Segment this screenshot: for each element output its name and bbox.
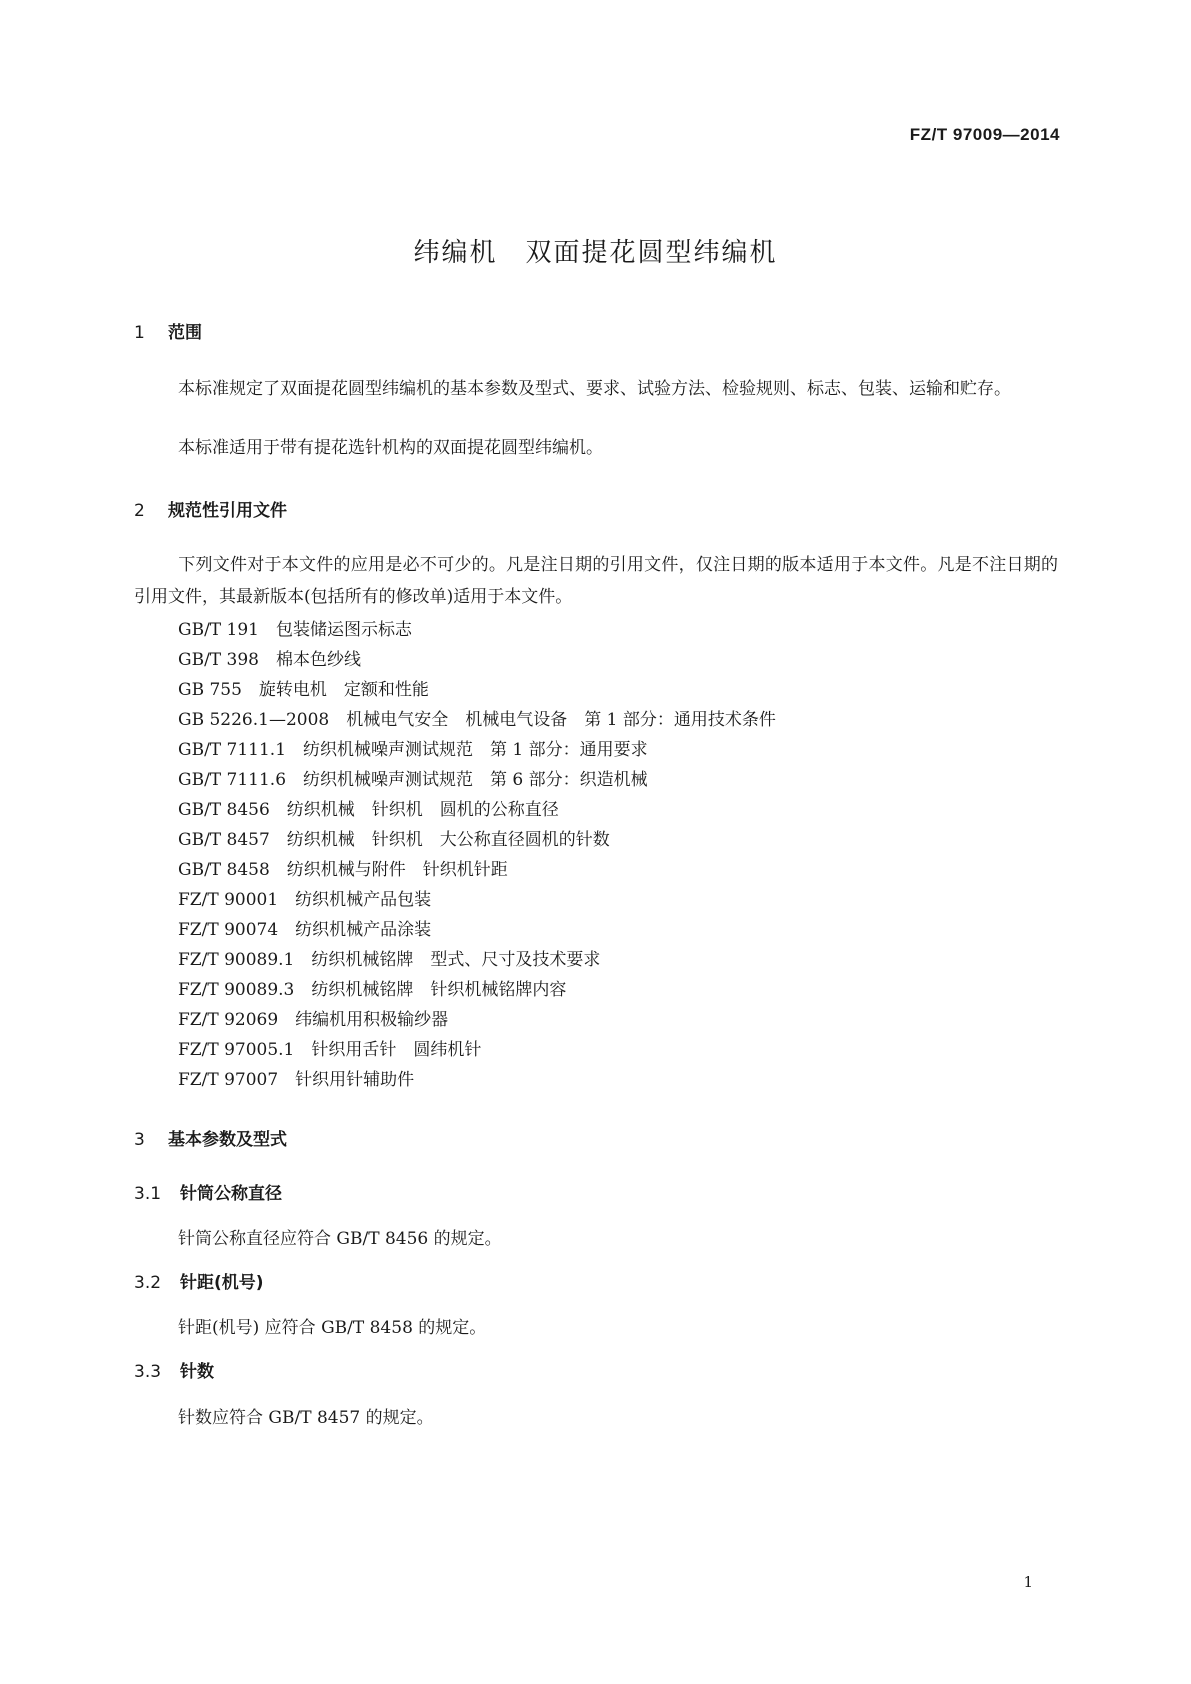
reference-item: FZ/T 97007 针织用针辅助件 <box>178 1070 415 1090</box>
standard-code: FZ/T 97009—2014 <box>909 125 1060 144</box>
subsection-number: 3.1 <box>134 1184 162 1204</box>
section-number: 1 <box>134 323 145 343</box>
reference-item: GB/T 7111.6 纺织机械噪声测试规范 第 6 部分：织造机械 <box>178 770 648 790</box>
subsection-title: 针数 <box>180 1362 214 1382</box>
section-1-heading <box>134 318 202 343</box>
subsection-3-2-heading <box>134 1268 264 1293</box>
reference-item: FZ/T 90001 纺织机械产品包装 <box>178 890 432 910</box>
section-title: 基本参数及型式 <box>168 1130 287 1150</box>
subsection-text: 针数应符合 GB/T 8457 的规定。 <box>178 1408 434 1428</box>
paragraph-text: 本标准规定了双面提花圆型纬编机的基本参数及型式、要求、试验方法、检验规则、标志、包装、运输和贮存。 <box>178 379 1011 399</box>
subsection-text: 针距(机号) 应符合 GB/T 8458 的规定。 <box>178 1318 487 1338</box>
reference-item: FZ/T 90089.1 纺织机械铭牌 型式、尺寸及技术要求 <box>178 950 601 970</box>
reference-item: GB/T 191 包装储运图示标志 <box>178 620 412 640</box>
reference-item: FZ/T 90089.3 纺织机械铭牌 针织机械铭牌内容 <box>178 980 567 1000</box>
page-number: 1 <box>1023 1573 1033 1591</box>
reference-item: GB/T 7111.1 纺织机械噪声测试规范 第 1 部分：通用要求 <box>178 740 648 760</box>
reference-item: GB/T 398 棉本色纱线 <box>178 650 361 670</box>
subsection-3-3-heading <box>134 1357 214 1382</box>
section-title: 范围 <box>168 323 202 343</box>
paragraph-text: 下列文件对于本文件的应用是必不可少的。凡是注日期的引用文件，仅注日期的版本适用于本文件。凡是不注日期的引用文件，其最新版本(包括所有的修改单)适用于本文件。 <box>134 555 1058 607</box>
reference-item: FZ/T 90074 纺织机械产品涂装 <box>178 920 432 940</box>
section-3-heading <box>134 1125 287 1150</box>
paragraph <box>134 549 1058 613</box>
section-title: 规范性引用文件 <box>168 501 287 521</box>
section-number: 3 <box>134 1130 145 1150</box>
subsection-title: 针距(机号) <box>180 1273 264 1293</box>
section-number: 2 <box>134 501 145 521</box>
paragraph <box>134 432 1058 464</box>
paragraph <box>134 373 1058 405</box>
subsection-number: 3.3 <box>134 1362 162 1382</box>
subsection-title: 针筒公称直径 <box>180 1184 282 1204</box>
subsection-3-1-heading <box>134 1179 282 1204</box>
reference-item: GB 755 旋转电机 定额和性能 <box>178 680 429 700</box>
subsection-text: 针筒公称直径应符合 GB/T 8456 的规定。 <box>178 1229 502 1249</box>
reference-item: GB/T 8456 纺织机械 针织机 圆机的公称直径 <box>178 800 559 820</box>
document-title: 纬编机 双面提花圆型纬编机 <box>413 238 778 268</box>
subsection-number: 3.2 <box>134 1273 162 1293</box>
paragraph-text: 本标准适用于带有提花选针机构的双面提花圆型纬编机。 <box>178 438 603 458</box>
reference-item: FZ/T 97005.1 针织用舌针 圆纬机针 <box>178 1040 482 1060</box>
reference-item: FZ/T 92069 纬编机用积极输纱器 <box>178 1010 449 1030</box>
reference-item: GB/T 8458 纺织机械与附件 针织机针距 <box>178 860 508 880</box>
section-2-heading <box>134 496 287 521</box>
reference-item: GB 5226.1—2008 机械电气安全 机械电气设备 第 1 部分：通用技术条件 <box>178 710 776 730</box>
reference-item: GB/T 8457 纺织机械 针织机 大公称直径圆机的针数 <box>178 830 610 850</box>
